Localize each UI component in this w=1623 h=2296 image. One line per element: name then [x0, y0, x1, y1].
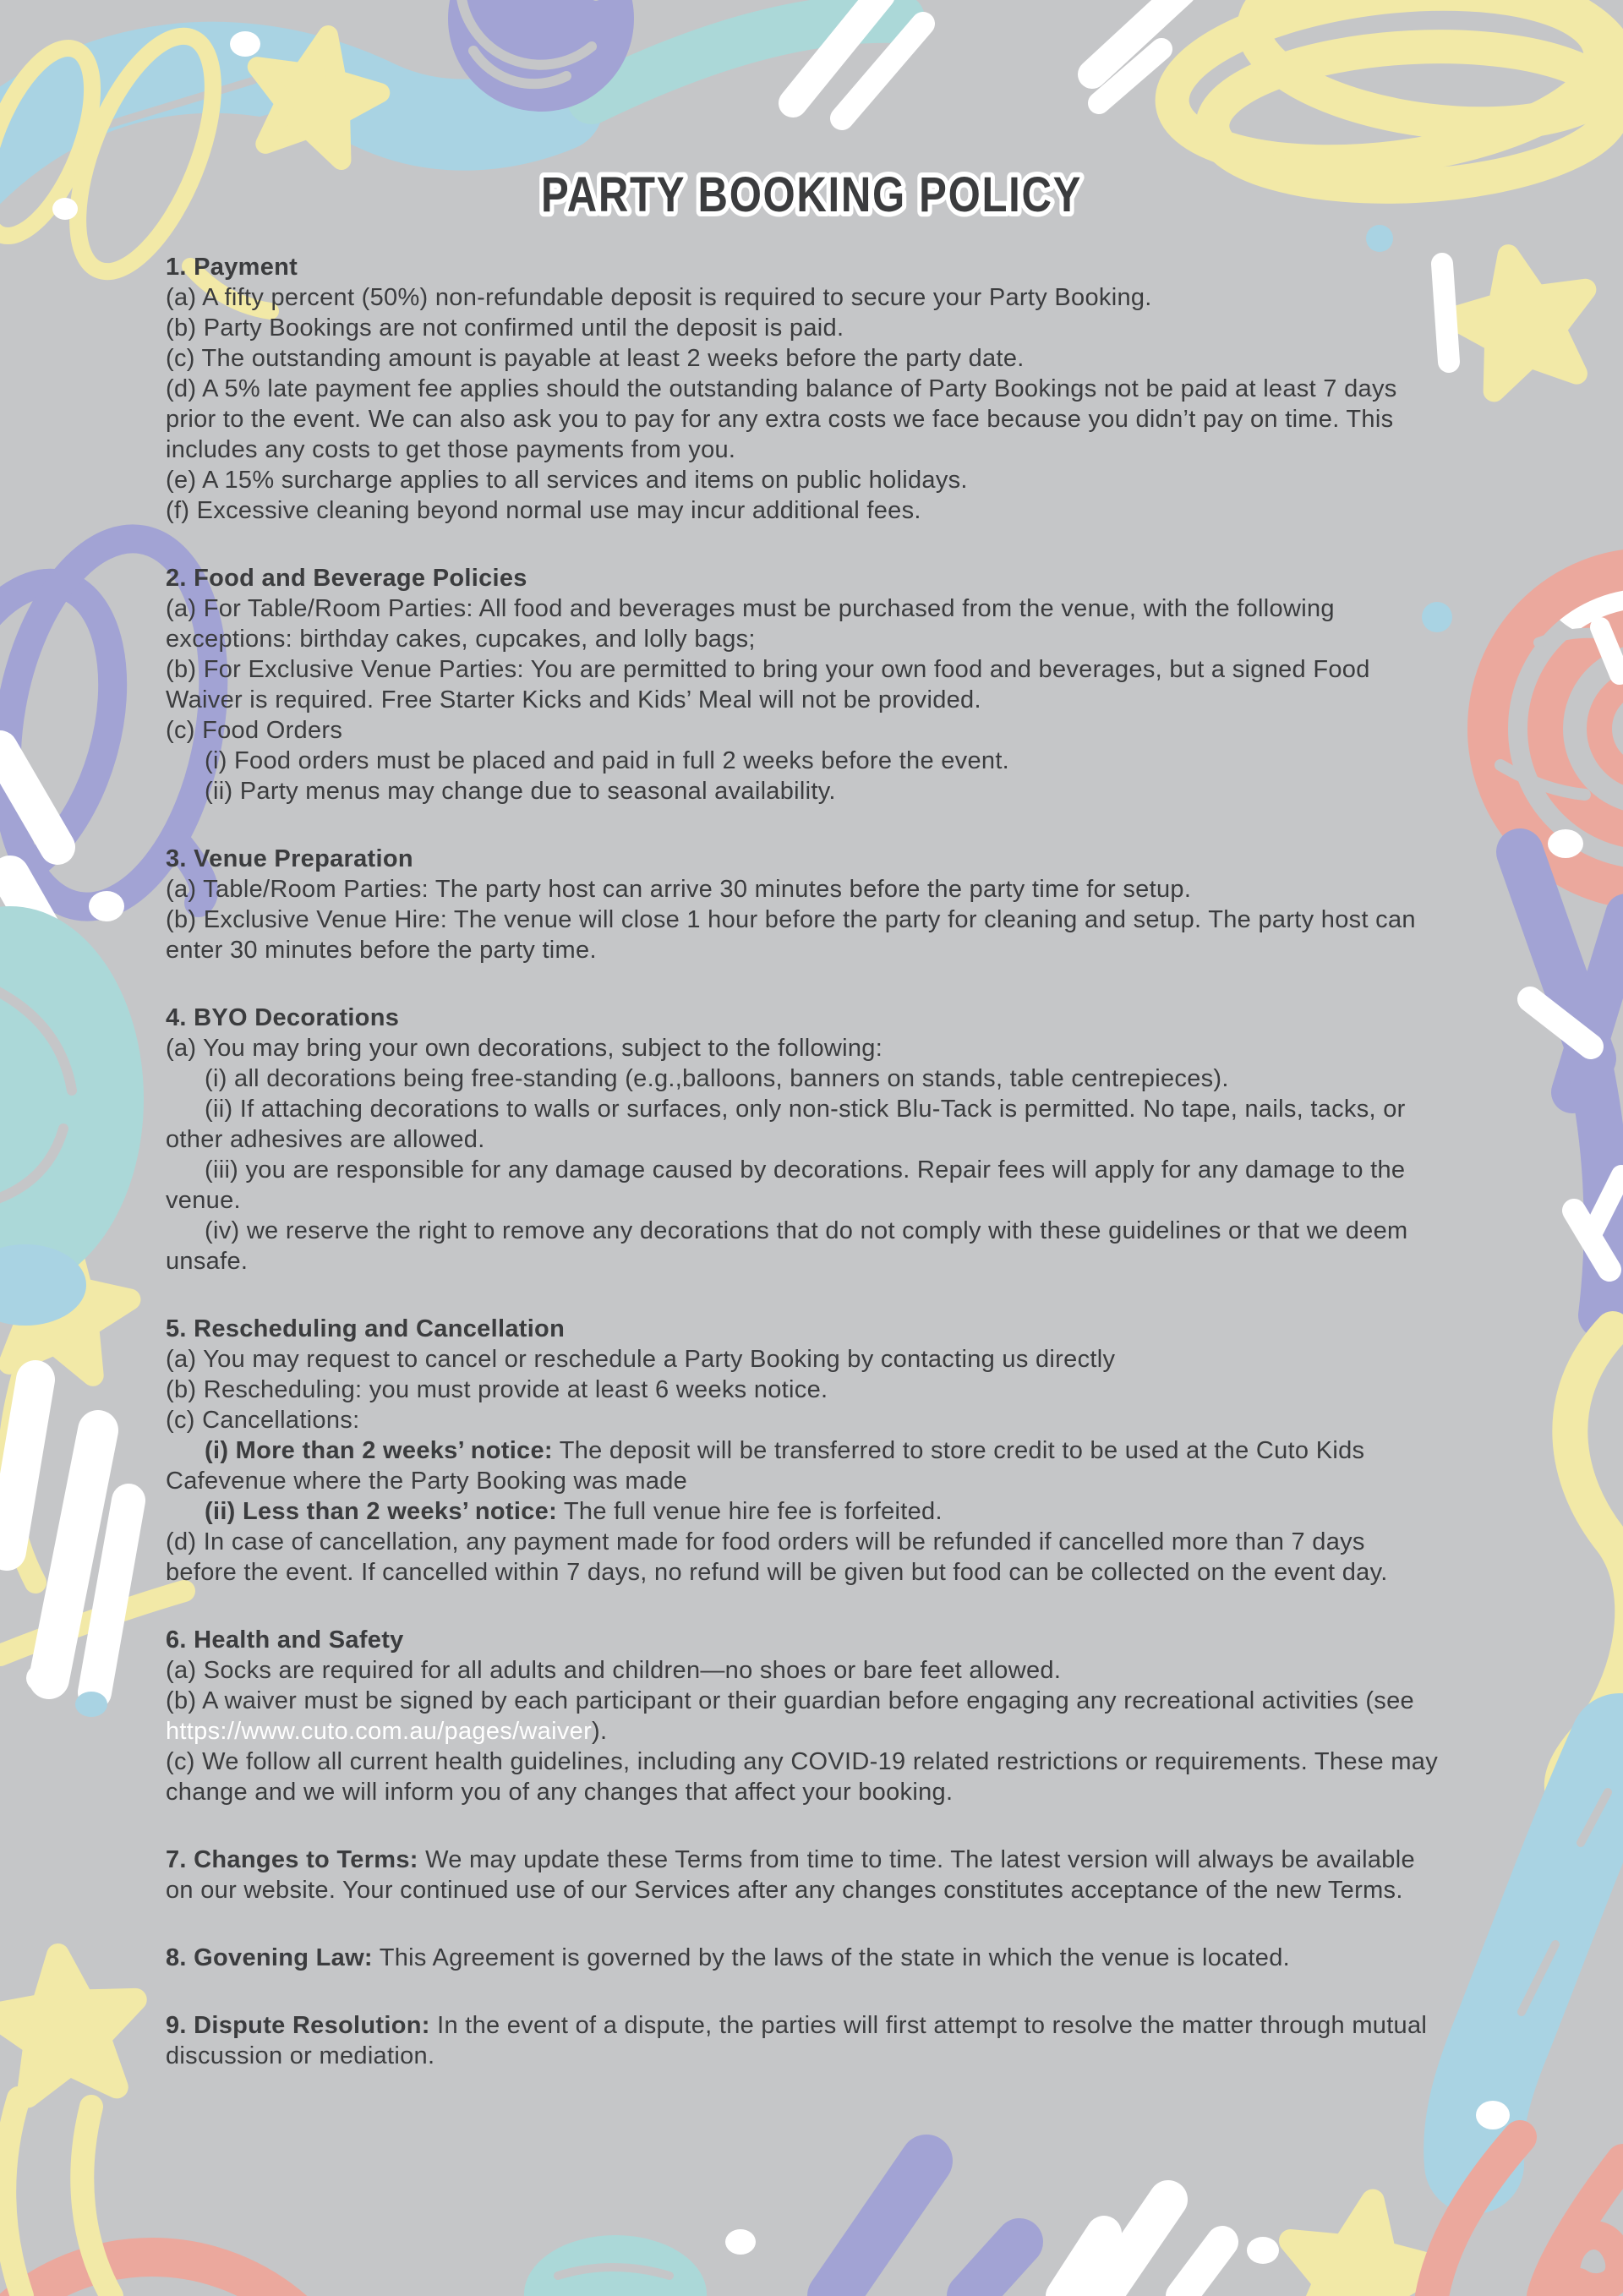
body-text: (f) Excessive cleaning beyond normal use may incur additional fees. [166, 497, 921, 524]
policy-paragraph [166, 282, 1440, 313]
bold-text: 8. Govening Law: [166, 1944, 373, 1971]
body-text: (ii) If attaching decorations to walls or surfaces, only non-stick Blu-Tack is permitted. No tape, nails, tacks, or other adhesives are allowed. [166, 1096, 1406, 1153]
page-title: PARTY BOOKING POLICY [541, 167, 1082, 222]
policy-paragraph [166, 1375, 1440, 1405]
policy-section [166, 252, 1440, 526]
white-strokes-right [1530, 999, 1621, 1270]
body-text: (a) Table/Room Parties: The party host can arrive 30 minutes before the party time for setup. [166, 876, 1192, 903]
policy-paragraph [166, 1063, 1440, 1094]
policy-section [166, 1943, 1440, 1973]
policy-paragraph [166, 776, 1440, 806]
section-heading: 4. BYO Decorations [166, 1004, 400, 1031]
policy-paragraph [166, 1344, 1440, 1375]
body-text: (c) Cancellations: [166, 1407, 360, 1434]
body-text: (e) A 15% surcharge applies to all services and items on public holidays. [166, 467, 968, 494]
body-text: (a) For Table/Room Parties: All food and beverages must be purchased from the venue, with the following exceptions: birthday cakes, cupcakes, and lolly bags; [166, 595, 1335, 653]
policy-section [166, 1314, 1440, 1588]
body-text: (a) Socks are required for all adults and children—no shoes or bare feet allowed. [166, 1657, 1062, 1684]
white-stroke [1442, 264, 1449, 362]
policy-paragraph [166, 1496, 1440, 1527]
periwinkle-wedges-bottom [833, 2161, 1019, 2296]
bold-text: (i) More than 2 weeks’ notice: [205, 1437, 553, 1464]
policy-paragraph [166, 1216, 1440, 1276]
body-text: The deposit will be transferred to store credit to be used at the Cuto Kids Cafevenue where the Party Booking was made [166, 1437, 1365, 1495]
policy-paragraph [166, 746, 1440, 776]
body-text: ). [592, 1718, 608, 1745]
policy-paragraph [166, 495, 1440, 526]
body-text: (i) all decorations being free-standing (e.g.,balloons, banners on stands, table centrepieces). [205, 1065, 1229, 1092]
salmon-scribble-bottom-right [1432, 2137, 1623, 2296]
body-text: (c) We follow all current health guidelines, including any COVID-19 related restrictions or requirements. These may change and we will inform you of any changes that affect your booking. [166, 1748, 1439, 1806]
section-heading: 2. Food and Beverage Policies [166, 565, 527, 592]
body-text: (b) Exclusive Venue Hire: The venue will close 1 hour before the party for cleaning and setup. The party host can enter 30 minutes before the party time. [166, 906, 1416, 964]
body-text: (b) A waiver must be signed by each participant or their guardian before engaging any recreational activities (see [166, 1687, 1414, 1714]
body-text: (b) For Exclusive Venue Parties: You are permitted to bring your own food and beverages, but a signed Food Waiver is required. Free Starter Kicks and Kids’ Meal will not be provided. [166, 656, 1370, 713]
yellow-strands-left [0, 1371, 184, 1655]
body-text: (iii) you are responsible for any damage caused by decorations. Repair fees will apply for any damage to the venue. [166, 1156, 1406, 1214]
body-text: (d) A 5% late payment fee applies should the outstanding balance of Party Bookings not be paid at least 7 days prior to the event. We can also ask you to pay for any extra costs we face because you didn’t pay on time. This includes any costs to get those payments from you. [166, 375, 1397, 463]
policy-paragraph [166, 374, 1440, 465]
policy-paragraph [166, 1943, 1440, 1973]
body-text: We may update these Terms from time to time. The latest version will always be available on our website. Your continued use of our Services after any changes constitutes acceptance of the new Terms. [166, 1846, 1415, 1904]
policy-paragraph [166, 343, 1440, 374]
body-text: (b) Party Bookings are not confirmed until the deposit is paid. [166, 314, 844, 342]
body-text: In the event of a dispute, the parties will first attempt to resolve the matter through mutual discussion or mediation. [166, 2012, 1428, 2069]
policy-paragraph [166, 715, 1440, 746]
section-heading: 3. Venue Preparation [166, 845, 413, 872]
waiver-link[interactable]: https://www.cuto.com.au/pages/waiver [166, 1718, 593, 1745]
policy-paragraph [166, 1655, 1440, 1686]
policy-section [166, 2010, 1440, 2071]
title-svg [0, 142, 1623, 235]
policy-paragraph [166, 2010, 1440, 2071]
yellow-wave-right [1562, 1329, 1623, 1796]
bold-text: 9. Dispute Resolution: [166, 2012, 430, 2039]
policy-section [166, 1625, 1440, 1807]
blue-band-right [1473, 1743, 1620, 2164]
body-text: (a) You may bring your own decorations, subject to the following: [166, 1035, 883, 1062]
section-heading: 1. Payment [166, 254, 298, 281]
salmon-circle-scribble-right [1488, 568, 1623, 889]
body-text: The full venue hire fee is forfeited. [557, 1498, 943, 1525]
policy-document [166, 252, 1440, 2071]
body-text: (b) Rescheduling: you must provide at least 6 weeks notice. [166, 1376, 828, 1403]
policy-section [166, 844, 1440, 965]
white-chalk-strokes-left-upper [0, 748, 81, 1058]
policy-section [166, 563, 1440, 806]
policy-paragraph [166, 1033, 1440, 1063]
policy-paragraph [166, 874, 1440, 905]
policy-paragraph [166, 1845, 1440, 1905]
white-chalk-strokes-top [793, 0, 1182, 118]
body-text: (c) Food Orders [166, 717, 343, 744]
yellow-strands-bottom-left [4, 2098, 112, 2296]
policy-paragraph [166, 905, 1440, 965]
body-text: This Agreement is governed by the laws of the state in which the venue is located. [372, 1944, 1290, 1971]
policy-paragraph [166, 1155, 1440, 1216]
body-text: (iv) we reserve the right to remove any decorations that do not comply with these guidelines or that we deem unsafe. [166, 1217, 1408, 1275]
policy-sections [166, 252, 1440, 2071]
policy-paragraph [166, 1405, 1440, 1435]
policy-paragraph [166, 1747, 1440, 1807]
teal-wash-left [0, 906, 144, 1326]
teal-blob-bottom [524, 2235, 707, 2296]
policy-paragraph [166, 1527, 1440, 1588]
white-chalk-strokes-left-lower [7, 1380, 128, 1692]
purple-swirl [448, 0, 634, 112]
policy-paragraph [166, 1094, 1440, 1155]
body-text: (a) You may request to cancel or reschedule a Party Booking by contacting us directly [166, 1346, 1116, 1373]
section-heading: 5. Rescheduling and Cancellation [166, 1315, 566, 1342]
policy-section [166, 1845, 1440, 1905]
white-chalk-strokes-bottom-right [1063, 2200, 1222, 2296]
white-stroke [1600, 627, 1620, 675]
policy-paragraph [166, 313, 1440, 343]
white-blob [1533, 556, 1623, 653]
body-text: (ii) Party menus may change due to seasonal availability. [205, 778, 836, 805]
salmon-circle-gaps [1500, 633, 1606, 795]
policy-paragraph [166, 465, 1440, 495]
policy-paragraph [166, 654, 1440, 715]
section-heading: 6. Health and Safety [166, 1626, 404, 1654]
body-text: (c) The outstanding amount is payable at least 2 weeks before the party date. [166, 345, 1025, 372]
policy-paragraph [166, 593, 1440, 654]
policy-paragraph [166, 1686, 1440, 1747]
policy-section [166, 1003, 1440, 1276]
bold-text: 7. Changes to Terms: [166, 1846, 418, 1873]
policy-paragraph [166, 1435, 1440, 1496]
title-banner [0, 142, 1623, 239]
body-text: (d) In case of cancellation, any payment made for food orders will be refunded if cancelled more than 7 days before the event. If cancelled within 7 days, no refund will be given but food can be collected on the event day. [166, 1528, 1388, 1586]
body-text: (a) A fifty percent (50%) non-refundable deposit is required to secure your Party Booking. [166, 284, 1152, 311]
body-text: (i) Food orders must be placed and paid in full 2 weeks before the event. [205, 747, 1010, 774]
periwinkle-strokes-right [1520, 852, 1623, 1315]
bold-text: (ii) Less than 2 weeks’ notice: [205, 1498, 558, 1525]
salmon-arcs-bottom-left [0, 2257, 368, 2296]
